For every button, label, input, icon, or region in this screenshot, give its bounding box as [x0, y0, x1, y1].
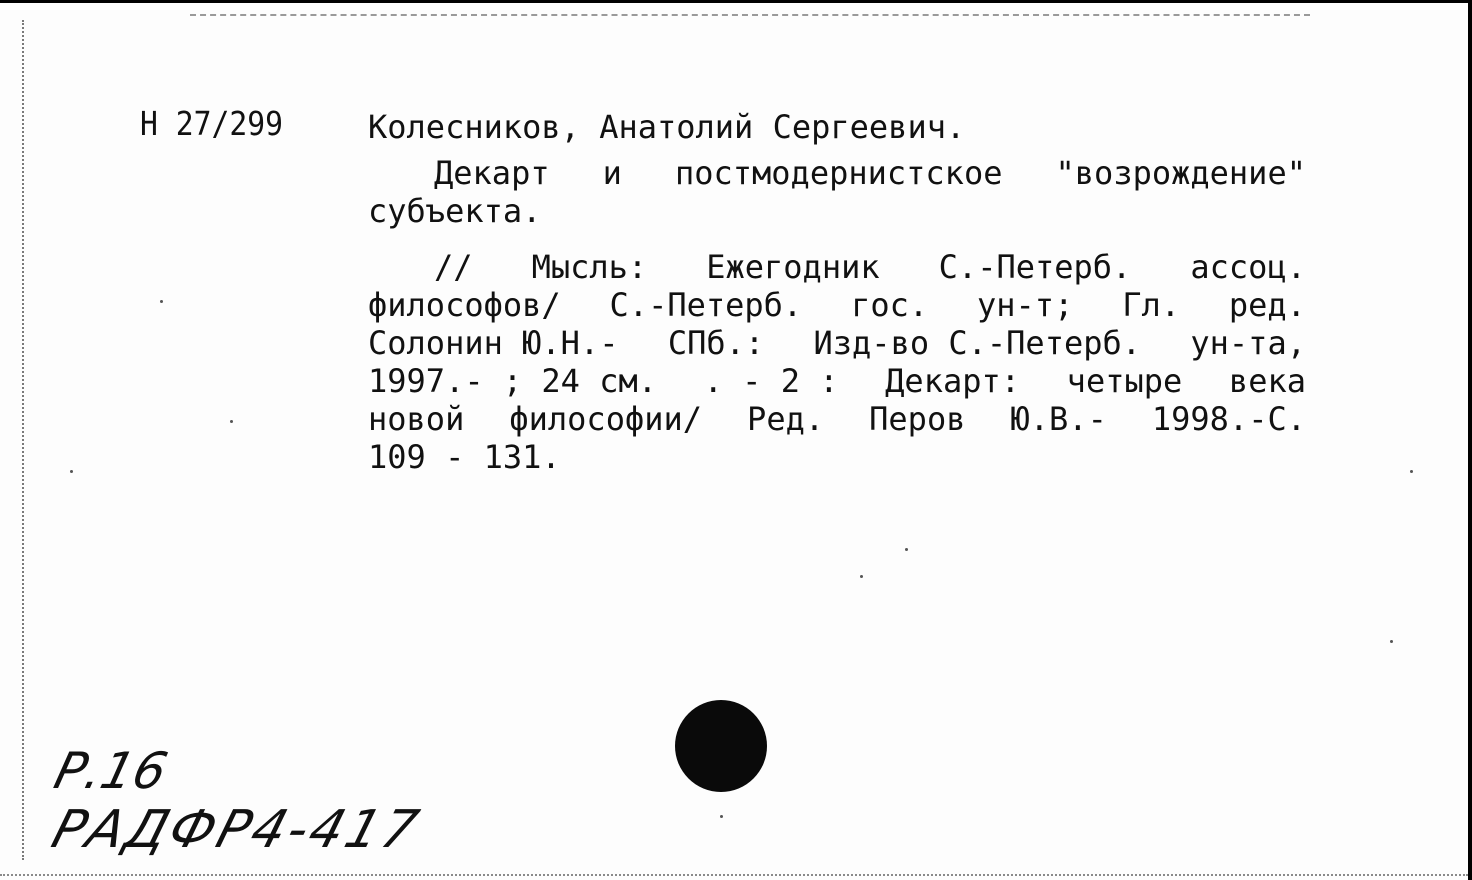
source-word: . - 2 :: [703, 362, 839, 400]
source-word: гос.: [851, 286, 929, 324]
source-word: ред.: [1228, 286, 1306, 324]
handwritten-shelf-note: Р.16: [48, 742, 173, 800]
scan-speck: [1410, 470, 1413, 473]
source-word: 1998.-С.: [1151, 400, 1306, 438]
source-word: С.-Петерб.: [609, 286, 803, 324]
call-number: Н 27/299: [140, 104, 284, 143]
top-dashed-rule: [190, 14, 1310, 18]
source-word: Декарт:: [885, 362, 1021, 400]
source-word: философов/: [368, 286, 561, 324]
source-word: Солонин Ю.Н.-: [368, 324, 619, 362]
source-word: новой: [368, 400, 465, 438]
card-bottom-edge: [0, 872, 1468, 876]
title-word: Декарт: [434, 154, 550, 192]
title-word: постмодернистское: [674, 154, 1003, 192]
source-line: [368, 248, 1306, 286]
source-word: ун-та,: [1190, 324, 1306, 362]
source-word: СПб.:: [667, 324, 765, 362]
title-word: и: [602, 154, 622, 192]
source-line: [368, 362, 1306, 400]
source-word: ассоц.: [1190, 248, 1306, 286]
author-line: Колесников, Анатолий Сергеевич.: [368, 108, 966, 146]
source-word: Гл.: [1122, 286, 1180, 324]
source-word: С.-Петерб.: [938, 248, 1132, 286]
source-line: [368, 400, 1306, 438]
scan-speck: [1390, 640, 1393, 643]
source-word: Перов: [869, 400, 966, 438]
source-line: [368, 286, 1306, 324]
pages-line: 109 - 131.: [368, 438, 561, 476]
source-word: Мысль:: [531, 248, 648, 286]
source-word: философии/: [509, 400, 703, 438]
source-word: //: [434, 248, 473, 286]
card-left-edge: [22, 20, 26, 860]
source-word: Ред.: [747, 400, 825, 438]
bibliographic-record: [368, 108, 1306, 476]
scan-speck: [160, 300, 163, 303]
scan-speck: [860, 575, 863, 578]
scan-speck: [720, 815, 723, 818]
source-line: [368, 324, 1306, 362]
title-line: [368, 154, 1306, 192]
handwritten-inventory-note: РАДФР4-417: [45, 800, 428, 860]
title-word: "возрождение": [1055, 154, 1306, 192]
source-word: 1997.- ; 24 см.: [368, 362, 657, 400]
source-word: Ежегодник: [706, 248, 880, 286]
source-word: века: [1228, 362, 1306, 400]
source-word: Изд-во С.-Петерб.: [813, 324, 1142, 362]
scan-speck: [905, 548, 908, 551]
source-word: ун-т;: [977, 286, 1074, 324]
scan-speck: [70, 470, 73, 473]
title-continuation: субъекта.: [368, 192, 542, 230]
source-word: четыре: [1066, 362, 1183, 400]
card-top-edge: [0, 0, 1472, 3]
scan-speck: [230, 420, 233, 423]
card-right-edge: [1468, 0, 1472, 880]
source-word: Ю.В.-: [1010, 400, 1107, 438]
punch-hole: [675, 700, 767, 792]
